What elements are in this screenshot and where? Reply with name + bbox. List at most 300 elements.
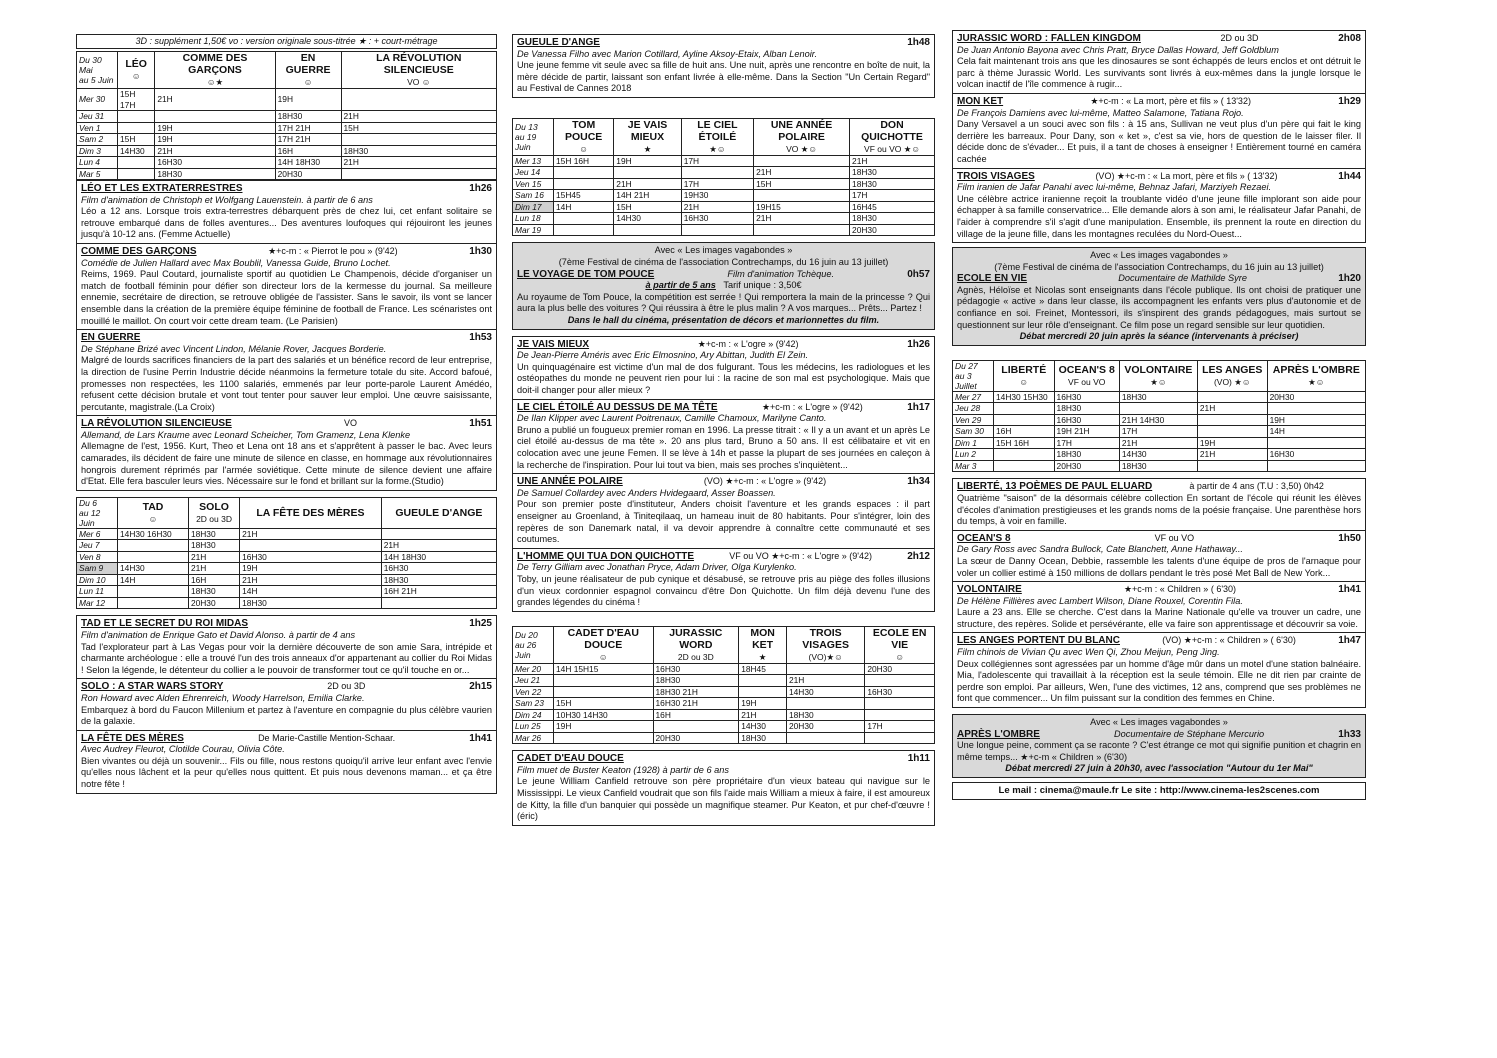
film-duration: 1h41 [469,732,492,744]
film-kind: Documentaire de Stéphane Mercurio [1114,728,1265,739]
schedule-cell: 14H30 [739,721,787,733]
schedule-cell [614,167,681,179]
film-header-row [957,33,1361,45]
schedule-cell [554,224,614,236]
film-synopsis: Malgré de lourds sacrifices financiers de la part des salariés et un bénéfice record de leur entreprise, la direction de l'usine Perrin Industrie décide néanmoins la fermeture totale du site. Accord bafoué, promesses non respectées, les 1100 salariés, emmenés par leur porte-parole Laurent Amédéo, refusent cette décision brutale et vont tout tenter pour sauver leur emploi. Une œuvre saisissante, percutante, magistrale.(La Croix) [81,355,492,412]
schedule-cell [118,540,189,552]
schedule-cell [554,732,654,744]
schedule-day: Lun 11 [77,586,118,598]
schedule-cell: 14H 21H [614,190,681,202]
schedule-cell [118,157,155,169]
film-synopsis: La sœur de Danny Ocean, Debbie, rassemble les talents d'une équipe de pros de l'arnaque pour voler un collier estimé à 150 millions de dollars pendant le très posé Met Ball de New York... [957,555,1361,578]
date-range-line: Mai [79,65,93,75]
schedule-day: Sam 16 [513,190,554,202]
film-extra: VF ou VO [1154,532,1195,543]
schedule-row [513,213,935,225]
film-header-row [957,584,1361,596]
schedule-cell [1119,403,1197,415]
schedule-cell: 17H 21H [275,122,341,134]
schedule-cell: 16H [994,426,1055,438]
film-column-title: JURASSIC WORD [669,626,723,651]
schedule-cell: 18H30 [240,597,382,609]
schedule-day: Mar 12 [77,597,118,609]
schedule-cell [994,403,1055,415]
schedule-cell [865,675,935,687]
schedule-cell [381,597,496,609]
date-range [77,52,118,89]
schedule-row [513,663,935,675]
schedule-cell [118,586,189,598]
schedule-cell: 14H30 16H30 [118,528,189,540]
film-column-title: LA FÊTE DES MÈRES [256,506,365,519]
schedule-cell: 14H30 [118,563,189,575]
schedule-cell: 18H30 [850,213,935,225]
film-column-title: DON QUICHOTTE [861,118,923,143]
film-extra: VF ou VO ★+c-m : « L'ogre » (9'42) [729,550,873,561]
schedule-cell: 21H [1197,403,1267,415]
film-column-header [1054,360,1119,391]
film-age: à partir de 5 ans [645,280,716,291]
film-tarif: Tarif unique : 3,50€ [723,280,802,291]
film-synopsis: Toby, un jeune réalisateur de pub cynique et désabusé, se retrouve pris au piège des folles illusions d'un vieux cordonnier espagnol convaincu d'être Don Quichotte. Un film déjà devenu l'une des grandes légendes du cinéma ! [517,573,930,608]
film-header-row [81,183,492,195]
schedule-row [77,551,497,563]
schedule-cell [554,675,654,687]
film-column-icons: 2D ou 3D [196,513,232,524]
film-title: VOLONTAIRE [957,584,1022,596]
schedule-cell [554,686,654,698]
schedule-cell: 16H30 [865,686,935,698]
film-column-header [554,626,654,663]
schedule-day: Mer 27 [953,391,994,403]
film-column-title: JE VAIS MIEUX [627,118,668,143]
schedule-row [77,89,497,111]
film-duration: 1h33 [1338,728,1361,740]
film-column-header [188,497,239,528]
schedule-row [513,709,935,721]
film-column-header [681,118,753,155]
schedule-cell: 18H30 [381,574,496,586]
schedule-cell [786,663,864,675]
schedule-day: Mar 26 [513,732,554,744]
schedule-cell [1197,460,1267,472]
film-header-row [81,681,492,693]
schedule-cell: 21H [341,157,496,169]
film-duration: 1h26 [469,183,492,194]
film-block [76,615,497,679]
film-synopsis: Embarquez à bord du Faucon Millenium et partez à l'aventure en compagnie du plus célèbre vaurien de la galaxie. [81,704,492,727]
schedule-cell: 18H30 [653,675,739,687]
schedule-cell [754,224,850,236]
schedule-cell: 18H30 [275,111,341,123]
film-credits: De Stéphane Brizé avec Vincent Lindon, Mélanie Rover, Jacques Borderie. [81,343,387,354]
film-title: EN GUERRE [81,332,141,344]
schedule-day: Ven 22 [513,686,554,698]
film-synopsis: Tad l'explorateur part à Las Vegas pour voir la dernière découverte de son amie Sara, intrépide et charmante archéologue : elle a trouvé l'un des trois anneaux d'or appartenant au collier du Roi Midas ! Selon la légende, le détenteur du collier a le pouvoir de transformer tout ce qu'il touche en or... [81,641,492,675]
film-list-left-a [76,180,497,491]
schedule-row [77,586,497,598]
film-duration: 1h34 [907,476,930,488]
schedule-cell: 18H30 [1119,391,1197,403]
film-title: SOLO : A STAR WARS STORY [81,681,224,693]
schedule-cell: 16H45 [850,201,935,213]
schedule-cell [240,540,382,552]
schedule-cell: 16H30 [240,551,382,563]
schedule-cell: 20H30 [1054,460,1119,472]
schedule-cell: 20H30 [188,597,239,609]
film-synopsis: Une célèbre actrice iranienne reçoit la troublante vidéo d'une jeune fille implorant son aide pour échapper à sa famille conservatrice... Elle demande alors à son ami, le réalisateur Jafar Panahi, de l'aider à comprendre s'il s'agit d'une manipulation. Ensemble, ils prennent la route en direction du village de la jeune fille, dans les montagnes reculées du Nord-Ouest... [957,193,1361,239]
schedule-row [513,224,935,236]
film-block [76,244,497,330]
film-header-row [957,171,1361,183]
film-credits: Avec Audrey Fleurot, Clotilde Courau, Olivia Côte. [81,744,285,755]
schedule-cell [994,449,1055,461]
film-credits: De Gary Ross avec Sandra Bullock, Cate Blanchett, Anne Hathaway... [957,544,1243,555]
schedule-cell: 15H45 [554,190,614,202]
schedule-day: Lun 25 [513,721,554,733]
schedule-cell [865,709,935,721]
film-block [76,330,497,416]
schedule-row [77,563,497,575]
film-title: LE CIEL ÉTOILÉ AU DESSUS DE MA TÊTE [517,401,718,413]
schedule-cell: 19H [155,122,275,134]
film-header-row [957,635,1361,647]
film-column-icons: VO ☺ [407,77,431,87]
schedule-row [513,686,935,698]
schedule-cell: 10H30 14H30 [554,709,654,721]
schedule-cell: 17H [1119,426,1197,438]
film-extra: (VO) ★+c-m : « L'ogre » (9'42) [703,476,827,487]
schedule-day: Sam 23 [513,698,554,710]
film-extra: ★+c-m : « La mort, père et fils » ( 13'32) [1090,95,1251,106]
film-column-icons: (VO) ★☺ [1213,376,1251,387]
film-credits: De Terry Gilliam avec Jonathan Pryce, Adam Driver, Olga Kurylenko. [517,562,797,573]
schedule-cell: 18H30 [341,145,496,157]
schedule-cell: 21H [739,709,787,721]
film-column-header [1267,360,1365,391]
schedule-day: Dim 24 [513,709,554,721]
film-duration: 2h12 [907,550,930,562]
schedule-cell [994,414,1055,426]
schedule-cell [754,190,850,202]
schedule-cell: 18H30 [188,586,239,598]
schedule-cell [739,675,787,687]
schedule-week2 [76,497,497,610]
film-credits: De Ilan Klipper avec Laurent Poitrenaux, Camille Chamoux, Marilyne Canto. [517,413,827,424]
film-column-header [653,626,739,663]
film-extra: ★+c-m : « Pierrot le pou » (9'42) [268,245,398,256]
schedule-cell: 18H30 [155,168,275,180]
film-title: LE VOYAGE DE TOM POUCE [517,268,655,280]
film-extra: 2D ou 3D [327,681,366,692]
film-title: COMME DES GARÇONS [81,245,197,257]
schedule-row [953,403,1366,415]
film-title: UNE ANNÉE POLAIRE [517,476,623,488]
schedule-day: Lun 18 [513,213,554,225]
film-duration: 1h50 [1338,532,1361,544]
film-extra: VO [343,418,357,429]
film-column-header [1197,360,1267,391]
schedule-row [77,145,497,157]
film-duration: 0h57 [907,268,930,280]
film-header-row [81,618,492,630]
film-title: APRÈS L'OMBRE [957,728,1040,740]
film-kind: Film d'animation Tchèque. [727,268,835,279]
schedule-day: Dim 1 [953,437,994,449]
film-column-icons: ★☺ [709,143,726,154]
film-column-icons: VO ★☺ [786,143,818,154]
film-header-row [81,246,492,258]
schedule-cell: 18H30 21H [653,686,739,698]
film-block [952,582,1366,633]
film-header-row [517,339,930,351]
film-duration: 1h44 [1338,170,1361,182]
schedule-cell: 21H [754,213,850,225]
film-header-row [517,476,930,488]
date-range-line: Du 13 [515,121,538,132]
schedule-row [513,721,935,733]
schedule-cell: 14H30 [1119,449,1197,461]
schedule-day: Ven 15 [513,178,554,190]
film-block [512,400,935,475]
schedule-cell [118,168,155,180]
film-column-header [275,52,341,89]
schedule-cell: 21H [754,167,850,179]
schedule-day: Mar 3 [953,460,994,472]
film-column-header [341,52,496,89]
schedule-cell: 14H30 [118,145,155,157]
film-header-row [517,402,930,414]
schedule-cell: 18H30 [1054,449,1119,461]
schedule-row [513,698,935,710]
film-block [952,30,1366,94]
film-column-title: TOM POUCE [564,118,603,143]
film-block [76,416,497,491]
film-column-header [850,118,935,155]
film-column-icons: ★ [758,651,767,662]
date-range-line: Juin [79,517,95,528]
schedule-row [953,414,1366,426]
film-extra: ★+c-m : « Children » ( 6'30) [1123,584,1237,595]
schedule-cell: 21H [381,540,496,552]
film-synopsis: Cela fait maintenant trois ans que les dinosaures se sont échappés de leurs enclos et ont détruit le parc à thème Jurassic World. Les survivants sont livrés à eux-mêmes dans la jungle lorsque le volcan inactif de l'île commence à rugir... [957,56,1361,90]
schedule-cell [554,213,614,225]
schedule-cell: 19H [554,721,654,733]
film-column-icons: ☺ [895,651,904,662]
column-middle [512,34,935,826]
date-range-line: Du 6 [79,497,97,508]
schedule-cell: 16H [188,574,239,586]
schedule-day: Sam 30 [953,426,994,438]
date-range-line: au 3 [955,370,972,381]
schedule-cell: 17H [850,190,935,202]
film-column-icons: (VO)★☺ [808,651,843,662]
schedule-cell [681,167,753,179]
film-credits: De Jean-Pierre Améris avec Eric Elmosnino, Ary Abittan, Judith El Zein. [517,350,809,361]
schedule-cell: 14H [118,574,189,586]
schedule-cell [1267,403,1365,415]
film-list-left-b [76,615,497,793]
film-column-icons: ★☺ [1308,376,1325,387]
schedule-row [77,111,497,123]
schedule-day: Jeu 21 [513,675,554,687]
film-duration: 1h41 [1338,584,1361,596]
date-range-line: Juin [515,141,531,152]
schedule-cell [1197,426,1267,438]
film-list-right-a [952,30,1366,243]
schedule-cell: 21H [188,551,239,563]
schedule-cell [1197,391,1267,403]
schedule-cell: 18H45 [739,663,787,675]
date-range-line: au 5 Juin [79,75,114,85]
schedule-row [513,167,935,179]
schedule-cell [754,155,850,167]
film-block [512,549,935,612]
film-column-title: LÉO [125,58,147,70]
film-column-title: SOLO [199,500,229,513]
schedule-cell: 20H30 [275,168,341,180]
film-extra: (VO) ★+c-m : « La mort, père et fils » ( 13'32) [1095,170,1278,181]
schedule-cell [118,111,155,123]
schedule-cell [653,721,739,733]
film-column-header [614,118,681,155]
film-column-icons: VF ou VO ★☺ [864,143,921,154]
film-duration: 1h48 [907,37,930,48]
schedule-cell: 16H30 21H [653,698,739,710]
film-column-title: UNE ANNÉE POLAIRE [770,118,833,143]
schedule-cell: 20H30 [653,732,739,744]
schedule-cell: 21H [681,201,753,213]
event-line: (7ème Festival de cinéma de l'association Contrechamps, du 16 juin au 13 juillet) [994,261,1324,272]
date-range-line: Juin [515,649,531,660]
film-column-icons: ☺ [579,143,588,154]
date-range [77,497,118,528]
schedule-cell: 19H [240,563,382,575]
schedule-cell: 16H [653,709,739,721]
schedule-week1 [76,51,497,180]
film-column-title: CADET D'EAU DOUCE [567,626,639,651]
event-footer: Débat mercredi 20 juin après la séance (intervenants à préciser) [1019,331,1299,342]
film-column-title: LIBERTÉ [1001,363,1047,376]
date-range-line: Du 20 [515,629,538,640]
schedule-day: Ven 8 [77,551,118,563]
film-synopsis: Bien vivantes ou déjà un souvenir... Fils ou fille, nous restons quoiqu'il arrive leur enfant avec l'envie qu'elles nous lâchent et la peur qu'elles nous quittent. Et puis nous devenons maman... et ça être notre fête ! [81,755,492,790]
event-footer: Dans le hall du cinéma, présentation de décors et marionnettes du film. [567,315,880,326]
schedule-cell: 15H [341,122,496,134]
film-synopsis: Un quinquagénaire est victime d'un mal de dos fulgurant. Tous les médecins, les radiologues et les ostéopathes du monde ne peuvent rien pour lui : la racine de son mal est psychologique. Mais que doit-il changer pour aller mieux ? [517,361,930,395]
film-synopsis: Reims, 1969. Paul Coutard, journaliste sportif au quotidien Le Champenois, décide d'organiser un match de football féminin pour défier son directeur lors de la kermesse du journal. Sa meilleure ennemie, secrétaire de direction, se retrouve obligée de l'assister. Sans le savoir, ils vont se lancer ensemble dans la création de la première équipe féminine de football de France. Les scénaristes ont mouillé le maillot. On court voir cette dream team. (Le Parisien) [81,269,492,326]
film-column-title: GUEULE D'ANGE [395,506,483,519]
schedule-day: Jeu 7 [77,540,118,552]
schedule-row [77,597,497,609]
film-credits: Film chinois de Vivian Qu avec Wen Qi, Zhou Meijun, Peng Jing. [957,647,1220,658]
schedule-row [513,732,935,744]
schedule-day: Sam 2 [77,134,118,146]
schedule-cell: 21H [240,574,382,586]
schedule-cell [118,122,155,134]
schedule-day: Mar 19 [513,224,554,236]
film-extra: De Marie-Castille Mention-Schaar. [258,732,396,743]
film-extra: ★+c-m : « L'ogre » (9'42) [697,338,799,349]
schedule-cell [614,224,681,236]
film-extra: 2D ou 3D [1220,33,1259,43]
film-extra: à partir de 4 ans (T.U : 3,50) 0h42 [1189,481,1324,492]
film-title: OCEAN'S 8 [957,532,1011,544]
film-credits: Film muet de Buster Keaton (1928) à partir de 6 ans [517,764,729,775]
film-list-middle [512,336,935,612]
schedule-cell: 15H 16H [554,155,614,167]
schedule-cell: 18H30 [1119,460,1197,472]
film-column-header [554,118,614,155]
event-line: Avec « Les images vagabondes » [1090,250,1228,261]
schedule-cell: 19H [739,698,787,710]
film-header-row [957,481,1361,493]
film-block [76,679,497,730]
film-block [952,94,1366,169]
film-column-icons: ☺ [148,513,158,524]
film-header-row [81,418,492,430]
film-column-header [739,626,787,663]
film-synopsis: Une longue peine, comment ça se raconte ? C'est étrange ce mot qui signifie punition et chagrin en même temps... ★+c-m « Children » (6'30) [957,740,1361,762]
film-column-header [754,118,850,155]
schedule-cell: 19H 21H [1054,426,1119,438]
film-column-title: ECOLE EN VIE [872,626,927,651]
film-header-row [517,551,930,563]
schedule-cell: 14H 15H15 [554,663,654,675]
schedule-row [953,460,1366,472]
schedule-cell [786,732,864,744]
schedule-cell: 18H30 [850,167,935,179]
contact-box[interactable]: Le mail : cinema@maule.fr Le site : http://www.cinema-les2scenes.com [952,782,1366,800]
schedule-row [513,155,935,167]
schedule-row [77,574,497,586]
film-credits: Film d'animation de Christoph et Wolfgang Lauenstein. à partir de 6 ans [81,194,373,205]
date-range-line: au 12 [79,507,101,518]
film-column-title: OCEAN'S 8 [1058,363,1115,376]
schedule-cell [118,597,189,609]
film-block [512,336,935,400]
film-column-header [240,497,382,528]
schedule-row [77,134,497,146]
film-column-header [994,360,1055,391]
schedule-cell [341,134,496,146]
film-synopsis: Bruno a publié un fougueux premier roman en 1996. La presse titrait : « Il y a un avant et un après Le ciel étoilé au-dessus de ma tête ». 20 ans plus tard, Bruno a 50 ans. Il est célibataire et vit en colocation avec une jeune Femen. Il se lève à 14h et passe la plupart de ses journées en caleçon à la recherche de l'inspiration. Pour lui tout va bien, mais ses proches s'inquiètent... [517,424,930,470]
film-column-title: COMME DES GARÇONS [182,52,248,76]
schedule-cell [381,528,496,540]
date-range-line: au 26 [515,639,537,650]
schedule-day: Ven 29 [953,414,994,426]
event-apres-lombre [952,714,1366,778]
schedule-cell: 20H30 [865,663,935,675]
film-synopsis: Dany Versavel a un souci avec son fils : à 15 ans, Sullivan ne veut plus d'un père qui fait le king derrière les barreaux. Pour Dany, son « ket », c'est sa vie, hors de question de le laisser filer. Il décide donc de s'évader... Et puis, il a tant de choses à enseigner ! Entièrement tourné en caméra cachée [957,119,1361,164]
schedule-cell: 19H [155,134,275,146]
schedule-day: Mer 13 [513,155,554,167]
film-block [952,478,1366,530]
film-column-icons: ☺ [598,651,608,662]
film-synopsis: Léo a 12 ans. Lorsque trois extra-terrestres débarquent près de chez lui, cet enfant solitaire se retrouve embarqué dans de folles aventures... Des aventures loufoques qui réjouiront les jeunes jusqu'à 10-12 ans. (Femme Actuelle) [81,206,492,240]
film-credits: De Juan Antonio Bayona avec Chris Pratt, Bryce Dallas Howard, Jeff Goldblum [957,44,1279,55]
schedule-row [953,437,1366,449]
schedule-row [513,201,935,213]
schedule-day: Mer 6 [77,528,118,540]
schedule-cell: 21H [614,178,681,190]
film-title: LIBERTÉ, 13 POÈMES DE PAUL ELUARD [957,481,1153,493]
date-range [513,626,554,663]
schedule-cell [1267,460,1365,472]
schedule-cell: 17H [865,721,935,733]
schedule-row [77,540,497,552]
film-title: JE VAIS MIEUX [517,338,590,350]
